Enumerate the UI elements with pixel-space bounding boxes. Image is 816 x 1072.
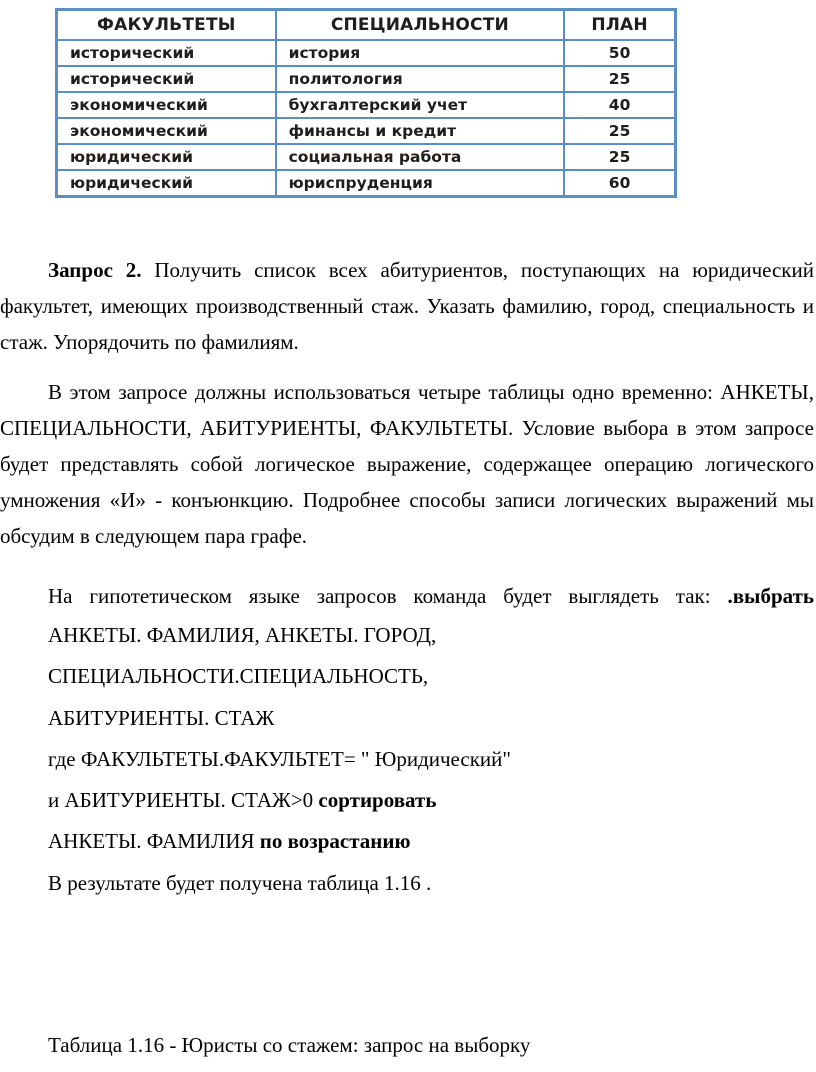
header-faculties: ФАКУЛЬТЕТЫ (57, 10, 276, 41)
table-row (57, 66, 676, 92)
tables-paragraph-text: В этом запросе должны использоваться четыре таблицы одно временно: АНКЕТЫ, СПЕЦИАЛЬНОСТИ, АБИТУРИЕНТЫ, ФАКУЛЬТЕТЫ. Условие выбора в этом запросе будет представлять собой логическое выражение, содержащее операцию логического умножения «И» - конъюнкцию. Подробнее способы записи логических выражений мы обсудим в следующем пара графе. (0, 380, 814, 548)
keyword-sort: сортировать (318, 788, 437, 812)
cell-plan: 25 (564, 144, 675, 170)
table-header-row (57, 10, 676, 41)
header-specialties: СПЕЦИАЛЬНОСТИ (276, 10, 565, 41)
keyword-select: .выбрать (727, 584, 814, 608)
cell-plan: 40 (564, 92, 675, 118)
cell-plan: 50 (564, 40, 675, 66)
query2-text: Получить список всех абитуриентов, поступающих на юридический факультет, имеющих производственный стаж. Указать фамилию, город, специальность и стаж. Упорядочить по фамилиям. (0, 258, 814, 354)
condition-text: и АБИТУРИЕНТЫ. СТАЖ>0 (48, 788, 319, 812)
cell-faculty: юридический (57, 144, 276, 170)
command-line-2: СПЕЦИАЛЬНОСТИ.СПЕЦИАЛЬНОСТЬ, (48, 664, 429, 688)
command-line-6 (48, 829, 411, 853)
cell-plan: 60 (564, 170, 675, 197)
cell-specialty: юриспруденция (276, 170, 565, 197)
cell-specialty: финансы и кредит (276, 118, 565, 144)
command-line-4: где ФАКУЛЬТЕТЫ.ФАКУЛЬТЕТ= " Юридический" (48, 747, 511, 771)
query2-label: Запрос 2. (48, 258, 142, 282)
faculty-plan-table (55, 8, 677, 198)
command-intro-line (48, 584, 814, 608)
header-plan: ПЛАН (564, 10, 675, 41)
tables-paragraph (0, 374, 814, 554)
table-row (57, 40, 676, 66)
table-row (57, 144, 676, 170)
cell-plan: 25 (564, 118, 675, 144)
table-row (57, 92, 676, 118)
cell-specialty: бухгалтерский учет (276, 92, 565, 118)
cell-faculty: юридический (57, 170, 276, 197)
cell-specialty: история (276, 40, 565, 66)
cell-specialty: социальная работа (276, 144, 565, 170)
cell-plan: 25 (564, 66, 675, 92)
command-line-3: АБИТУРИЕНТЫ. СТАЖ (48, 706, 275, 730)
table-caption: Таблица 1.16 - Юристы со стажем: запрос на выборку (48, 1033, 531, 1057)
query2-paragraph (0, 252, 814, 360)
order-field-text: АНКЕТЫ. ФАМИЛИЯ (48, 829, 260, 853)
table-row (57, 118, 676, 144)
command-intro: На гипотетическом языке запросов команда будет выглядеть так: (48, 584, 728, 608)
result-sentence: В результате будет получена таблица 1.16 . (48, 871, 432, 895)
command-line-5 (48, 788, 436, 812)
table-row (57, 170, 676, 197)
cell-faculty: экономический (57, 92, 276, 118)
cell-specialty: политология (276, 66, 565, 92)
faculty-plan-table-wrap (55, 8, 677, 198)
cell-faculty: исторический (57, 66, 276, 92)
cell-faculty: исторический (57, 40, 276, 66)
command-line-1: АНКЕТЫ. ФАМИЛИЯ, АНКЕТЫ. ГОРОД, (48, 623, 437, 647)
cell-faculty: экономический (57, 118, 276, 144)
keyword-ascending: по возрастанию (259, 829, 411, 853)
